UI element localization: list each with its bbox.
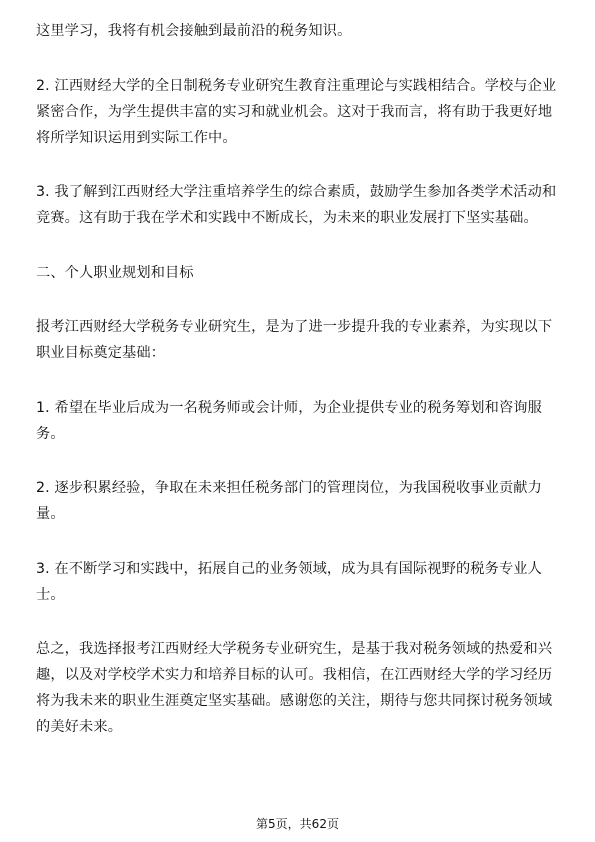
- paragraph-point-3: 3. 我了解到江西财经大学注重培养学生的综合素质，鼓励学生参加各类学术活动和竞赛。这有助于我在学术和实践中不断成长，为未来的职业发展打下坚实基础。: [36, 184, 557, 226]
- page-number: 第5页，共62页: [256, 817, 339, 831]
- document-body: [36, 18, 564, 769]
- paragraph-continuation: 这里学习，我将有机会接触到最前沿的税务知识。: [36, 23, 352, 39]
- paragraph-goal-3: 3. 在不断学习和实践中，拓展自己的业务领域，成为具有国际视野的税务专业人士。: [36, 560, 542, 603]
- paragraph-point-2: 2. 江西财经大学的全日制税务专业研究生教育注重理论与实践相结合。学校与企业紧密合作，为学生提供丰富的实习和就业机会。这对于我而言，将有助于我更好地将所学知识运用到实际工作中。: [36, 77, 557, 146]
- section-heading: 二、个人职业规划和目标: [36, 264, 194, 281]
- paragraph-conclusion: 总之，我选择报考江西财经大学税务专业研究生，是基于我对税务领域的热爱和兴趣，以及对学校学术实力和培养目标的认可。我相信，在江西财经大学的学习经历将为我未来的职业生涯奠定坚实基础。感谢您的关注，期待与您共同探讨税务领域的美好未来。: [36, 641, 553, 735]
- paragraph-intro: 报考江西财经大学税务专业研究生，是为了进一步提升我的专业素养，为实现以下职业目标奠定基础：: [36, 319, 553, 361]
- paragraph-goal-1: 1. 希望在毕业后成为一名税务师或会计师，为企业提供专业的税务筹划和咨询服务。: [36, 399, 542, 442]
- paragraph-goal-2: 2. 逐步积累经验，争取在未来担任税务部门的管理岗位，为我国税收事业贡献力量。: [36, 480, 542, 522]
